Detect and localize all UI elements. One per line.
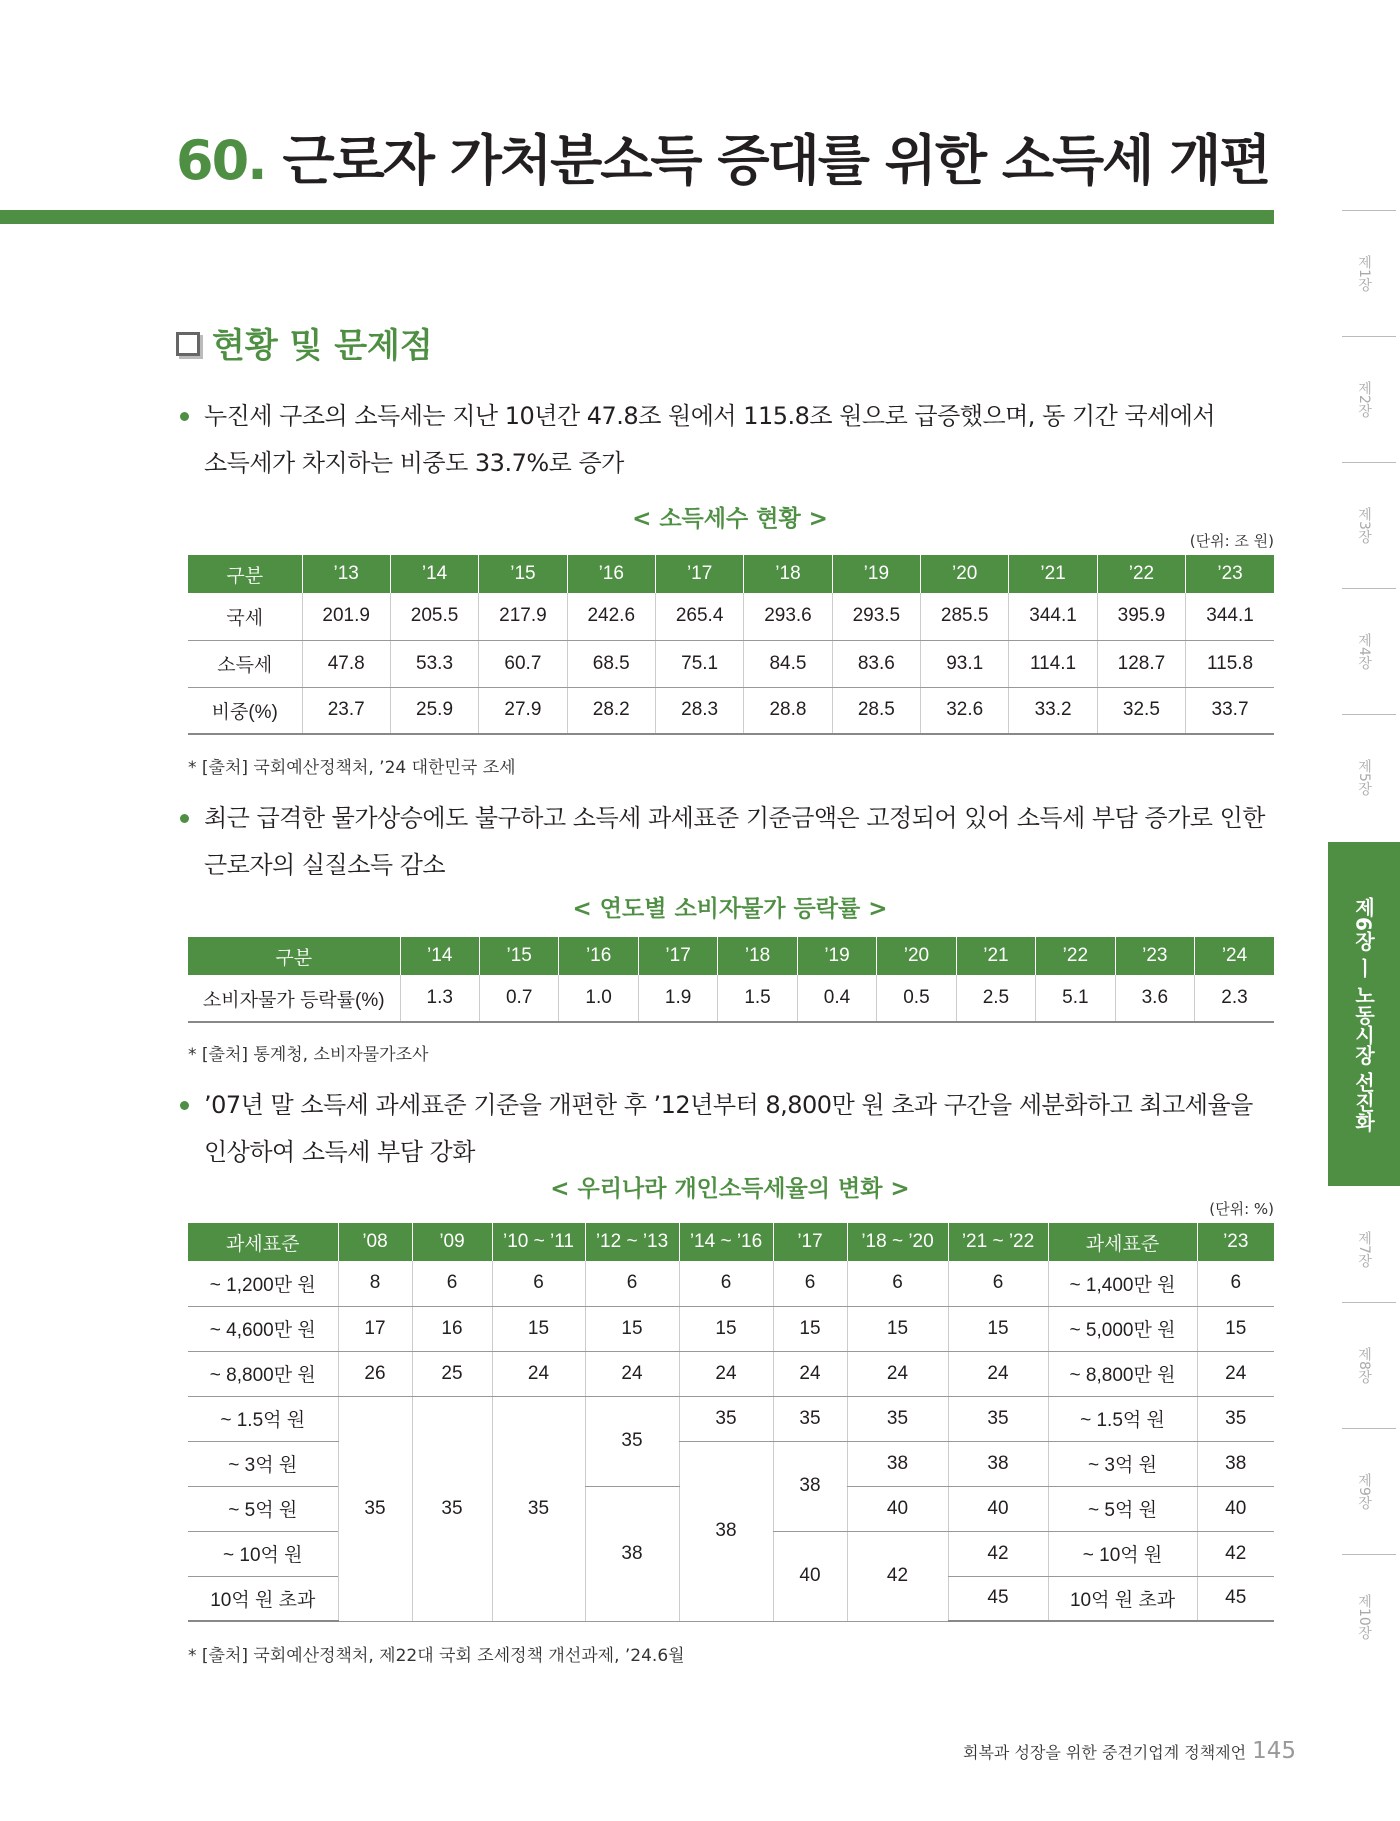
table-cell: 국세: [188, 593, 302, 640]
page-number: 145: [1252, 1738, 1296, 1764]
table-cell: 소득세: [188, 640, 302, 687]
table-cell: 비중(%): [188, 687, 302, 734]
table2-caption: < 연도별 소비자물가 등락률 >: [572, 896, 888, 922]
table-cell: 0.5: [877, 975, 956, 1022]
table-cell: 6: [585, 1261, 679, 1306]
table-cell: 42: [948, 1531, 1048, 1576]
table-cell: 114.1: [1009, 640, 1097, 687]
bullet-line: 근로자의 실질소득 감소: [204, 851, 446, 879]
column-header: 구분: [188, 555, 302, 593]
footer-text: 회복과 성장을 위한 중견기업계 정책제언: [962, 1743, 1247, 1762]
table-cell: 285.5: [921, 593, 1009, 640]
table-cell: ~ 10억 원: [1048, 1531, 1197, 1576]
column-header: ’16: [567, 555, 655, 593]
table-cell: 60.7: [479, 640, 567, 687]
sidebar-item-chapter-9[interactable]: 제9장: [1356, 1472, 1372, 1510]
table-cell: 40: [847, 1486, 948, 1531]
table-cell: 38: [585, 1486, 679, 1621]
table-cell: 40: [773, 1531, 847, 1621]
table-cell: ~ 10억 원: [188, 1531, 338, 1576]
table-cell: 115.8: [1186, 640, 1274, 687]
table1-caption: < 소득세수 현황 >: [632, 506, 828, 532]
column-header: ’18 ~ ’20: [847, 1223, 948, 1261]
table-cell: 24: [773, 1351, 847, 1396]
sidebar-item-chapter-5[interactable]: 제5장: [1356, 758, 1372, 796]
table-cell: 28.3: [655, 687, 743, 734]
bullet-dot-icon: [180, 814, 189, 823]
table-cell: 205.5: [390, 593, 478, 640]
table-header-row: [188, 937, 1274, 975]
column-header: ’21: [1009, 555, 1097, 593]
table-cell: 35: [585, 1396, 679, 1486]
table-cell: 93.1: [921, 640, 1009, 687]
bullet-line: 최근 급격한 물가상승에도 불구하고 소득세 과세표준 기준금액은 고정되어 있어 소득세 부담 증가로 인한: [204, 804, 1265, 832]
table-cell: 6: [773, 1261, 847, 1306]
table-cell: ~ 8,800만 원: [188, 1351, 338, 1396]
table-cell: 45: [948, 1576, 1048, 1621]
table-cell: 1.3: [400, 975, 479, 1022]
table2-source: * [출처] 통계청, 소비자물가조사: [188, 1045, 429, 1065]
column-header: ’20: [877, 937, 956, 975]
table-cell: 23.7: [302, 687, 390, 734]
column-header: ’17: [773, 1223, 847, 1261]
table-cell: 1.9: [638, 975, 717, 1022]
column-header: ’15: [479, 937, 558, 975]
table-cell: 10억 원 초과: [188, 1576, 338, 1621]
sidebar-item-chapter-1[interactable]: 제1장: [1356, 254, 1372, 292]
table-cell: 83.6: [832, 640, 920, 687]
income-tax-revenue-table: [188, 555, 1274, 735]
sidebar-item-chapter-10[interactable]: 제10장: [1356, 1594, 1372, 1640]
table-cell: 32.6: [921, 687, 1009, 734]
sidebar-item-chapter-4[interactable]: 제4장: [1356, 632, 1372, 670]
column-header: ’19: [797, 937, 876, 975]
table-row: [188, 593, 1274, 640]
column-header: 구분: [188, 937, 400, 975]
column-header: ’23: [1186, 555, 1274, 593]
table-cell: 15: [948, 1306, 1048, 1351]
table-cell: 35: [1197, 1396, 1274, 1441]
table-cell: 38: [948, 1441, 1048, 1486]
column-header: ’19: [832, 555, 920, 593]
table-cell: 32.5: [1097, 687, 1185, 734]
table-cell: 1.0: [559, 975, 638, 1022]
table-header-row: [188, 1223, 1274, 1261]
table-cell: 10억 원 초과: [1048, 1576, 1197, 1621]
table3-unit: (단위: %): [1209, 1200, 1274, 1218]
table-cell: 15: [492, 1306, 585, 1351]
table-cell: ~ 1.5억 원: [1048, 1396, 1197, 1441]
table1-source: * [출처] 국회예산정책처, ’24 대한민국 조세: [188, 758, 516, 778]
table-cell: 84.5: [744, 640, 832, 687]
table-cell: 42: [847, 1531, 948, 1621]
bullet-line: 소득세가 차지하는 비중도 33.7%로 증가: [204, 449, 624, 477]
table-cell: 344.1: [1009, 593, 1097, 640]
column-header: ’24: [1195, 937, 1274, 975]
table-cell: 35: [948, 1396, 1048, 1441]
bullet-item-1: [180, 393, 1290, 487]
column-header: ’23: [1197, 1223, 1274, 1261]
table-cell: 26: [338, 1351, 412, 1396]
table-cell: 38: [679, 1441, 773, 1621]
bullet-item-3: [180, 1082, 1290, 1176]
table-cell: 42: [1197, 1531, 1274, 1576]
table-cell: 0.4: [797, 975, 876, 1022]
table-cell: 53.3: [390, 640, 478, 687]
title-underline: [0, 210, 1274, 224]
section-heading-text: 현황 및 문제점: [212, 326, 433, 366]
column-header: ’15: [479, 555, 567, 593]
table-cell: ~ 5,000만 원: [1048, 1306, 1197, 1351]
table-row: [188, 1351, 1274, 1396]
table-cell: 68.5: [567, 640, 655, 687]
table-cell: 1.5: [718, 975, 797, 1022]
bullet-item-2: [180, 795, 1290, 889]
table-cell: 38: [773, 1441, 847, 1531]
table-cell: ~ 5억 원: [1048, 1486, 1197, 1531]
bullet-line: 누진세 구조의 소득세는 지난 10년간 47.8조 원에서 115.8조 원으로 급증했으며, 동 기간 국세에서: [204, 402, 1216, 430]
table-cell: 35: [679, 1396, 773, 1441]
column-header: ’09: [412, 1223, 492, 1261]
column-header: 과세표준: [188, 1223, 338, 1261]
bullet-dot-icon: [180, 412, 189, 421]
table-cell: 38: [847, 1441, 948, 1486]
table-cell: 28.5: [832, 687, 920, 734]
table-cell: 17: [338, 1306, 412, 1351]
bullet-text: [180, 393, 1290, 487]
table-cell: 35: [847, 1396, 948, 1441]
table-header-row: [188, 555, 1274, 593]
cpi-change-table: [188, 937, 1274, 1023]
table-cell: 24: [948, 1351, 1048, 1396]
sidebar-item-chapter-6-active[interactable]: 제6장 ㅣ 노동시장 선진화: [1328, 842, 1400, 1186]
table-cell: 35: [773, 1396, 847, 1441]
table-cell: 2.5: [956, 975, 1035, 1022]
bullet-line: ’07년 말 소득세 과세표준 기준을 개편한 후 ’12년부터 8,800만 원 초과 구간을 세분화하고 최고세율을: [204, 1091, 1253, 1119]
table-cell: ~ 8,800만 원: [1048, 1351, 1197, 1396]
table-cell: 395.9: [1097, 593, 1185, 640]
table-cell: 45: [1197, 1576, 1274, 1621]
column-header: ’14 ~ ’16: [679, 1223, 773, 1261]
column-header: ’21 ~ ’22: [948, 1223, 1048, 1261]
table-cell: 40: [948, 1486, 1048, 1531]
table-cell: 35: [338, 1396, 412, 1621]
column-header: ’22: [1036, 937, 1115, 975]
table-row: [188, 640, 1274, 687]
table-cell: 15: [585, 1306, 679, 1351]
table-row: [188, 975, 1274, 1022]
table-cell: 0.7: [479, 975, 558, 1022]
table-cell: 소비자물가 등락률(%): [188, 975, 400, 1022]
bullet-line: 인상하여 소득세 부담 강화: [204, 1138, 475, 1166]
column-header: ’12 ~ ’13: [585, 1223, 679, 1261]
table-cell: 3.6: [1115, 975, 1194, 1022]
column-header: ’14: [400, 937, 479, 975]
column-header: ’21: [956, 937, 1035, 975]
table-cell: ~ 1.5억 원: [188, 1396, 338, 1441]
column-header: ’23: [1115, 937, 1194, 975]
table-cell: 25.9: [390, 687, 478, 734]
bullet-dot-icon: [180, 1101, 189, 1110]
table-cell: 15: [773, 1306, 847, 1351]
table-cell: 35: [412, 1396, 492, 1621]
table-cell: 5.1: [1036, 975, 1115, 1022]
table-cell: 201.9: [302, 593, 390, 640]
table-cell: 15: [1197, 1306, 1274, 1351]
table-cell: ~ 4,600만 원: [188, 1306, 338, 1351]
column-header: ’17: [638, 937, 717, 975]
table-cell: 293.5: [832, 593, 920, 640]
table-cell: 25: [412, 1351, 492, 1396]
table-cell: ~ 3억 원: [1048, 1441, 1197, 1486]
sidebar-item-chapter-3[interactable]: 제3장: [1356, 506, 1372, 544]
table-cell: 6: [847, 1261, 948, 1306]
table-cell: 15: [847, 1306, 948, 1351]
table3-source: * [출처] 국회예산정책처, 제22대 국회 조세정책 개선과제, ’24.6월: [188, 1646, 685, 1666]
column-header: ’13: [302, 555, 390, 593]
column-header: ’22: [1097, 555, 1185, 593]
table-cell: 6: [948, 1261, 1048, 1306]
table-cell: 128.7: [1097, 640, 1185, 687]
table-cell: 6: [1197, 1261, 1274, 1306]
table-cell: ~ 5억 원: [188, 1486, 338, 1531]
table-cell: 24: [847, 1351, 948, 1396]
table-cell: 16: [412, 1306, 492, 1351]
table-cell: 293.6: [744, 593, 832, 640]
column-header: ’18: [744, 555, 832, 593]
table-cell: 265.4: [655, 593, 743, 640]
sidebar-item-chapter-8[interactable]: 제8장: [1356, 1346, 1372, 1384]
table-cell: 40: [1197, 1486, 1274, 1531]
sidebar-item-chapter-2[interactable]: 제2장: [1356, 380, 1372, 418]
table-cell: ~ 3억 원: [188, 1441, 338, 1486]
table-cell: ~ 1,400만 원: [1048, 1261, 1197, 1306]
table-row: [188, 687, 1274, 734]
table-cell: 6: [412, 1261, 492, 1306]
table-cell: 15: [679, 1306, 773, 1351]
table-cell: 24: [492, 1351, 585, 1396]
table-row: [188, 1306, 1274, 1351]
table-cell: 2.3: [1195, 975, 1274, 1022]
sidebar-item-chapter-7[interactable]: 제7장: [1356, 1230, 1372, 1268]
table-cell: 35: [492, 1396, 585, 1621]
table-cell: 27.9: [479, 687, 567, 734]
table-row: [188, 1396, 1274, 1441]
table-cell: 242.6: [567, 593, 655, 640]
table1-unit: (단위: 조 원): [1189, 532, 1274, 550]
bullet-text: [180, 1082, 1290, 1176]
table-cell: 47.8: [302, 640, 390, 687]
checkbox-square-icon: [176, 332, 200, 356]
page-title: [176, 118, 1269, 195]
title-number: 60.: [176, 129, 266, 192]
table-cell: 38: [1197, 1441, 1274, 1486]
page-footer: [963, 1738, 1296, 1764]
table-cell: 6: [492, 1261, 585, 1306]
column-header: ’17: [655, 555, 743, 593]
table3-caption: < 우리나라 개인소득세율의 변화 >: [550, 1176, 910, 1202]
income-tax-rate-table: [188, 1223, 1274, 1622]
table-cell: 33.7: [1186, 687, 1274, 734]
table-cell: 344.1: [1186, 593, 1274, 640]
table-row: [188, 1261, 1274, 1306]
table-cell: 24: [679, 1351, 773, 1396]
column-header: 과세표준: [1048, 1223, 1197, 1261]
table-cell: 6: [679, 1261, 773, 1306]
column-header: ’18: [718, 937, 797, 975]
column-header: ’16: [559, 937, 638, 975]
title-text: 근로자 가처분소득 증대를 위한 소득세 개편: [282, 129, 1270, 192]
table-cell: 8: [338, 1261, 412, 1306]
table-cell: 33.2: [1009, 687, 1097, 734]
bullet-text: [180, 795, 1290, 889]
table-cell: ~ 1,200만 원: [188, 1261, 338, 1306]
column-header: ’20: [921, 555, 1009, 593]
column-header: ’08: [338, 1223, 412, 1261]
table-cell: 28.8: [744, 687, 832, 734]
table-cell: 217.9: [479, 593, 567, 640]
table-cell: 24: [1197, 1351, 1274, 1396]
table-cell: 24: [585, 1351, 679, 1396]
column-header: ’10 ~ ’11: [492, 1223, 585, 1261]
table-cell: 28.2: [567, 687, 655, 734]
section-heading: [176, 318, 433, 367]
table-cell: 75.1: [655, 640, 743, 687]
column-header: ’14: [390, 555, 478, 593]
